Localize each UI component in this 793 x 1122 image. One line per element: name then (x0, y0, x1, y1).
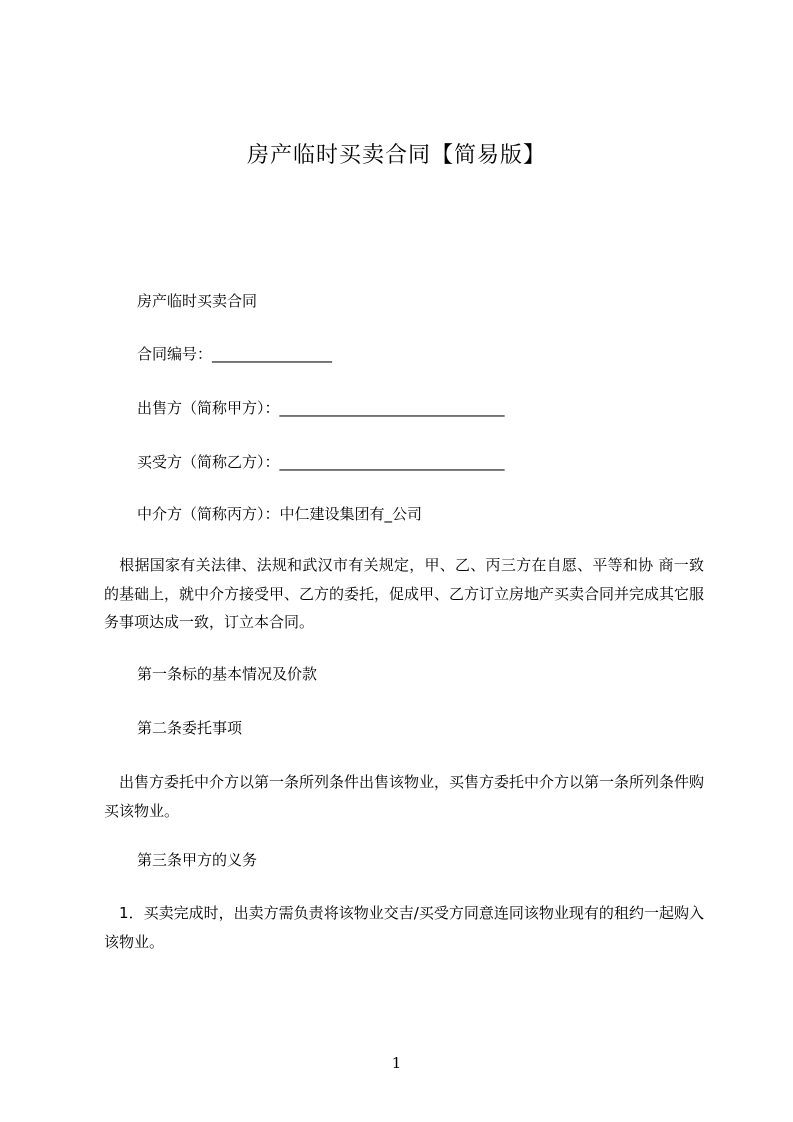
contract-number-field: 合同编号：________________ (137, 345, 333, 363)
article-3-heading: 第三条甲方的义务 (137, 851, 258, 869)
page-number: 1 (391, 1054, 402, 1072)
contract-subtitle: 房产临时买卖合同 (137, 292, 258, 310)
intro-paragraph: 根据国家有关法律、法规和武汉市有关规定，甲、乙、丙三方在自愿、平等和协 商一致的基础上，就中介方接受甲、乙方的委托，促成甲、乙方订立房地产买卖合同并完成其它服务事项达成一致，订立本合同。 (104, 556, 705, 631)
seller-field: 出售方（简称甲方）：______________________________ (137, 399, 505, 417)
article-3-item-1: 1．买卖完成时，出卖方需负责将该物业交吉/买受方同意连同该物业现有的租约一起购入该物业。 (104, 904, 704, 951)
document-title: 房产临时买卖合同【简易版】 (246, 143, 546, 168)
agent-field: 中介方（简称丙方）：中仁建设集团有_公司 (137, 505, 423, 523)
article-1-heading: 第一条标的基本情况及价款 (137, 665, 318, 683)
article-2-heading: 第二条委托事项 (137, 719, 243, 737)
article-2-paragraph: 出售方委托中介方以第一条所列条件出售该物业，买售方委托中介方以第一条所列条件购买该物业。 (104, 773, 705, 820)
buyer-field: 买受方（简称乙方）：______________________________ (137, 453, 505, 471)
